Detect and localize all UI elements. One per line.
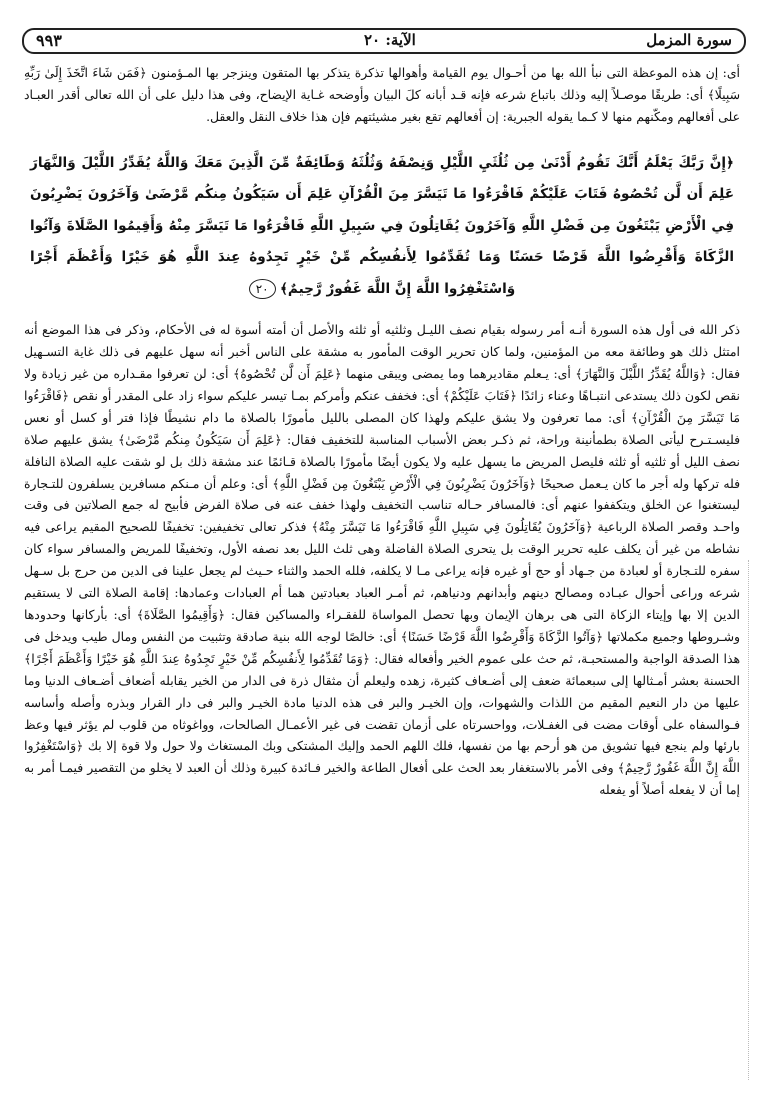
quran-verse-block bbox=[24, 148, 740, 306]
page-header bbox=[22, 28, 746, 54]
commentary-paragraph: ذكر الله فى أول هذه السورة أنـه أمر رسوله بقيام نصف الليـل وثلثيه أو ثلثه والأصل أن أمته أسوة له فى الأحكام، وذكر فى هذا الموضع أنه امتثل ذلك هو وطائفة معه من المؤمنين، ولما كان تحرير الوقت المأمور به مشقة على الناس أخبر أنه سهل عليهم فى ذلك غاية التسـهيل فقال: ﴿وَاللَّهُ يُقَدِّرُ اللَّيْلَ وَالنَّهَارَ﴾ أى: يـعلم مقاديرهما وما يمضى ويبقى منهما ﴿عَلِمَ أَن لَّن تُحْصُوهُ﴾ أى: لن تعرفوا مقـداره من غير زيادة ولا نقص لكون ذلك يستدعى انتبـاهًا وعناء زائدًا ﴿فَتَابَ عَلَيْكُمْ﴾ أى: فخفف عنكم وأمركم بمـا تيسر عليكم سواء زاد على المقدر أو نقص ﴿فَاقْرَءُوا مَا تَيَسَّرَ مِنَ الْقُرْآنِ﴾ أى: مما تعرفون ولا يشق عليكم ولهذا كان المصلى بالليل مأمورًا بالصلاة ما دام نشيطًا فإذا فتر أو كسل أو نعس فليسـتـرح ليأتى الصلاة بطمأنينة وراحة، ثم ذكـر بعض الأسباب المناسبة للتخفيف فقال: ﴿عَلِمَ أَن سَيَكُونُ مِنكُم مَّرْضَىٰ﴾ يشق عليهم صلاة نصف الليل أو ثلثيه أو ثلثه فليصل المريض ما يسهل عليه ولا يكون أيضًا مأمورًا بالصلاة قـائمًا عند مشقة ذلك بل لو شقت عليه الصلاة النافلة فله تركها وله أجر ما كان يـعمل صحيحًا ﴿وَآخَرُونَ يَضْرِبُونَ فِي الْأَرْضِ يَبْتَغُونَ مِن فَضْلِ اللَّهِ﴾ أى: وعلم أن مـنكم مسافرين يسلفرون للتـجارة ليستغنوا عن الخلق ويتكففوا عنهم أى: فالمسافر حـاله تناسب التخفيف ولهذا خفف عنه فى صلاة الفرض فأبيح له جمع الصلاتين فى وقت واحـد وقصر الصلاة الرباعية ﴿وَآخَرُونَ يُقَاتِلُونَ فِي سَبِيلِ اللَّهِ فَاقْرَءُوا مَا تَيَسَّرَ مِنْهُ﴾ فذكر تعالى تخفيفين: تخفيفًا للصحيح المقيم يراعى فيه نشاطه من غير أن يكلف عليه تحرير الوقت بل يتحرى الصلاة الفاضلة وهى ثلث الليل بعد نصفه الأول، وتخفيفًا للمريض والمسافر سواء كان سفره للتـجارة أو لعبادة من جـهاد أو حج أو غيره فإنه يراعى مـا لا يكلفه، فلله الحمد والثناء حـيث لم يجعل علينا فى الدين من حرج بل سـهل شرعه وراعى أحوال عبـاده ومصالح دينهم وأبدانهم ودنياهم، ثم أمـر العباد بعبادتين هما أم العبادات وعمادها: إقامة الصلاة التى لا يستقيم الدين إلا بها وإيتاء الزكاة التى هى برهان الإيمان وبها تحصل المواساة للفقـراء والمساكين فقال: ﴿وَأَقِيمُوا الصَّلَاةَ﴾ أى: بأركانها وحدودها وشـروطها وجميع مكملاتها ﴿وَآتُوا الزَّكَاةَ وَأَقْرِضُوا اللَّهَ قَرْضًا حَسَنًا﴾ أى: خالصًا لوجه الله بنية صادقة وتثبيت من النفس ومال طيب ويدخل فى هذا الصدقة الواجبة والمستحبـة، ثم حث على عموم الخير وأفعاله فقال: ﴿وَمَا تُقَدِّمُوا لِأَنفُسِكُم مِّنْ خَيْرٍ تَجِدُوهُ عِندَ اللَّهِ هُوَ خَيْرًا وَأَعْظَمَ أَجْرًا﴾ الحسنة بعشر أمـثالها إلى سبعمائة ضعف إلى أضـعاف كثيرة، زهده وليعلم أن مثقال ذرة فى الدار من الخير يقابله أضعاف أضـعاف الدنيا وما عليها من دار النعيم المقيم من اللذات والشهوات، وإن الخيـر والبر فى هذه الدنيا مادة الخيـر والبر فى دار القرار وبذره وأصله وأساسه فـوالسفاه على أوقات مضت فى الغفـلات، وواحسرتاه على أزمان تقضت فى غير الأعمـال الصالحات، وواغوثاه من قلوب لم يؤثر فيها وعظ بارئها ولم ينجع فيها تشويق من هو أرحم بها من نفسها، فلك اللهم الحمد وإليك المشتكى وبك المستغاث ولا حول ولا قوة إلا بك ﴿وَاسْتَغْفِرُوا اللَّهَ إِنَّ اللَّهَ غَفُورٌ رَّحِيمٌ﴾ وفى الأمر بالاستغفار بعد الحث على أفعال الطاعة والخير فـائدة كبيرة وذلك أن العبد لا يخلو من التقصير فيمـا أمر به إما أن لا يفعله أصلاً أو يفعله bbox=[24, 322, 740, 798]
surah-title: سورة المزمل bbox=[646, 31, 732, 49]
page-number: ٩٩٣ bbox=[36, 31, 62, 50]
margin-dotted-line bbox=[748, 560, 759, 1080]
intro-paragraph: أى: إن هذه الموعظة التى نبأ الله بها من أحـوال يوم القيامة وأهوالها تذكرة يتذكر بها المتقون وينزجر بها المـؤمنون ﴿فَمَن شَاءَ اتَّخَذَ إِلَىٰ رَبِّهِ سَبِيلًا﴾ أى: طريقًا موصـلاً إليه وذلك باتباع شرعه فإنه قـد أبانه كلَ البيان وأوضحه غـاية الإيضاح، وفى هذا دليل على أن الله تعالى أقدر العبـاد على أفعالهم ومكّنهم منها لا كـما يقوله الجبرية: إن أفعالهم تقع بغير مشيئتهم فإن هذا خلاف النقل والعقل. bbox=[24, 65, 740, 124]
quran-verse: ﴿إِنَّ رَبَّكَ يَعْلَمُ أَنَّكَ تَقُومُ أَدْنَىٰ مِن ثُلُثَيِ اللَّيْلِ وَنِصْفَهُ وَثُلُثَهُ وَطَائِفَةٌ مِّنَ الَّذِينَ مَعَكَ وَاللَّهُ يُقَدِّرُ اللَّيْلَ وَالنَّهَارَ عَلِمَ أَن لَّن تُحْصُوهُ فَتَابَ عَلَيْكُمْ فَاقْرَءُوا مَا تَيَسَّرَ مِنَ الْقُرْآنِ عَلِمَ أَن سَيَكُونُ مِنكُم مَّرْضَىٰ وَآخَرُونَ يَضْرِبُونَ فِي الْأَرْضِ يَبْتَغُونَ مِن فَضْلِ اللَّهِ وَآخَرُونَ يُقَاتِلُونَ فِي سَبِيلِ اللَّهِ فَاقْرَءُوا مَا تَيَسَّرَ مِنْهُ وَأَقِيمُوا الصَّلَاةَ وَآتُوا الزَّكَاةَ وَأَقْرِضُوا اللَّهَ قَرْضًا حَسَنًا وَمَا تُقَدِّمُوا لِأَنفُسِكُم مِّنْ خَيْرٍ تَجِدُوهُ عِندَ اللَّهِ هُوَ خَيْرًا وَأَعْظَمَ أَجْرًا وَاسْتَغْفِرُوا اللَّهَ إِنَّ اللَّهَ غَفُورٌ رَّحِيمٌ﴾ bbox=[30, 154, 734, 297]
ayah-label: الآية: ٢٠ bbox=[364, 31, 416, 49]
verse-number-badge: ٢٠ bbox=[249, 279, 276, 299]
tafsir-body bbox=[24, 62, 740, 801]
